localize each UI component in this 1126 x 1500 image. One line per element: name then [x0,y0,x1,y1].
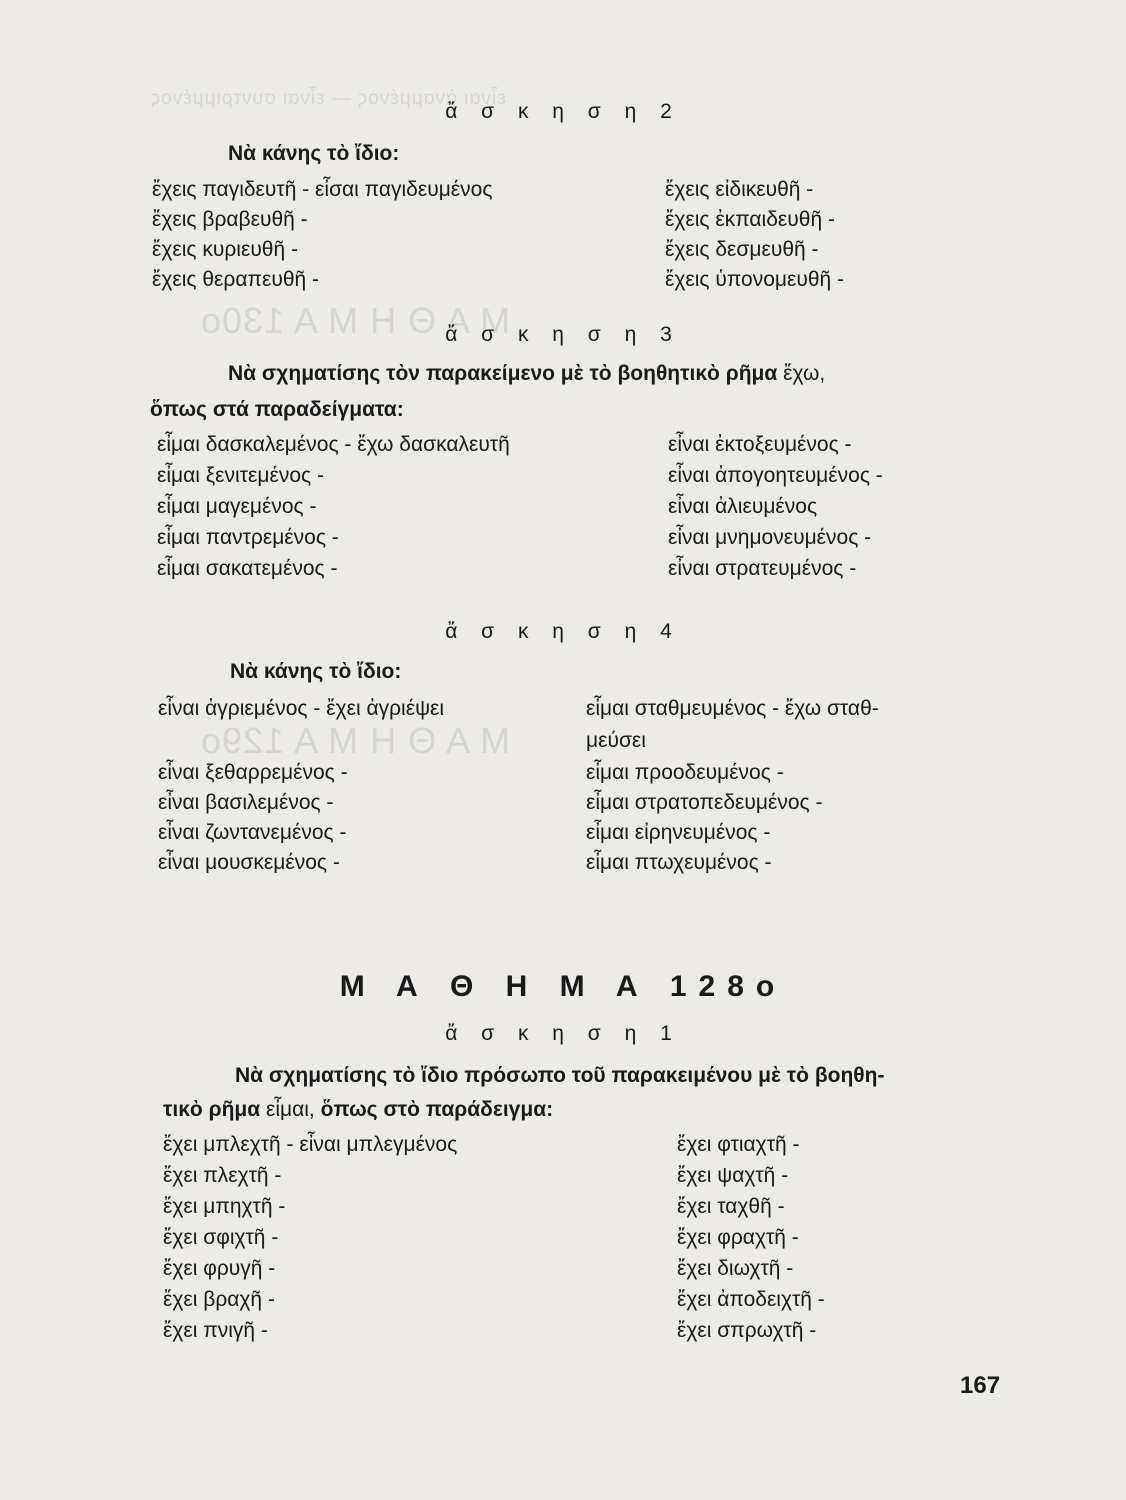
exercise-3-instruction-line2: ὅπως στά παραδείγματα: [150,398,404,421]
ex1-left-item: ἔχει μπηχτῆ - [163,1195,286,1218]
exercise-3-heading: ἄ σ κ η σ η 3 [445,323,681,346]
ex2-right-item: ἔχεις ὑπονομευθῆ - [665,268,845,291]
ex1-left-item: ἔχει βραχῆ - [163,1288,275,1311]
ex3-left-item: εἶμαι παντρεμένος - [157,526,339,549]
ex2-right-item: ἔχεις εἰδικευθῆ - [665,178,814,201]
ex1-right-item: ἔχει φραχτῆ - [677,1226,799,1249]
show-through-text: εἶναι ἀναμμένος — εἶναι συντριμμένος [150,88,506,109]
instruction-plain-part: ἔχω, [783,362,826,385]
ex4-right-item: εἶμαι στρατοπεδευμένος - [586,791,823,814]
exercise-1-instruction-line2 [163,1098,553,1122]
ex3-right-item: εἶναι στρατευμένος - [668,557,857,580]
lesson-title: Μ Α Θ Η Μ Α 128ο [339,970,787,1003]
ex4-right-item-continuation: μεύσει [586,729,646,752]
ex1-left-item: ἔχει σφιχτῆ - [163,1226,279,1249]
ex3-left-item: εἶμαι ξενιτεμένος - [157,464,324,487]
ex3-right-item: εἶναι ἀλιευμένος [668,495,818,518]
exercise-2-heading: ἄ σ κ η σ η 2 [445,100,681,123]
page-number: 167 [960,1372,1001,1399]
ex1-left-item: ἔχει μπλεχτῆ - εἶναι μπλεγμένος [163,1133,458,1156]
ex1-right-item: ἔχει διωχτῆ - [677,1257,794,1280]
ex3-left-item: εἶμαι σακατεμένος - [157,557,338,580]
ex2-right-item: ἔχεις ἐκπαιδευθῆ - [665,208,835,231]
ex3-right-item: εἶναι ἐκτοξευμένος - [668,433,852,456]
exercise-1-heading: ἄ σ κ η σ η 1 [445,1022,681,1045]
ex3-right-item: εἶναι μνημονευμένος - [668,526,872,549]
ex1-left-item: ἔχει φρυγῆ - [163,1257,276,1280]
ex2-left-item: ἔχεις παγιδευτῆ - εἶσαι παγιδευμένος [152,178,493,201]
ex4-left-item: εἶναι ξεθαρρεμένος - [158,761,348,784]
ex1-left-item: ἔχει πνιγῆ - [163,1319,268,1342]
ex2-left-item: ἔχεις κυριευθῆ - [152,238,298,261]
instruction-bold-part: Νὰ σχηματίσης τὸν παρακείμενο μὲ τὸ βοηθητικὸ ρῆμα [228,362,778,385]
ex2-right-item: ἔχεις δεσμευθῆ - [665,238,819,261]
ex4-right-item: εἶμαι προοδευμένος - [586,761,784,784]
ex1-right-item: ἔχει ταχθῆ - [677,1195,785,1218]
ex1-right-item: ἔχει σπρωχτῆ - [677,1319,817,1342]
show-through-text: Μ Α Θ Η Μ Α 130ο [200,300,511,341]
exercise-4-heading: ἄ σ κ η σ η 4 [445,620,681,643]
ex2-left-item: ἔχεις θεραπευθῆ - [152,268,320,291]
ex3-left-item: εἶμαι δασκαλεμένος - ἔχω δασκαλευτῆ [157,433,510,456]
ex3-left-item: εἶμαι μαγεμένος - [157,495,317,518]
exercise-1-instruction-line1: Νὰ σχηματίσης τὸ ἴδιο πρόσωπο τοῦ παρακειμένου μὲ τὸ βοηθη- [235,1064,885,1087]
exercise-4-instruction: Νὰ κάνης τὸ ἴδιο: [230,660,402,683]
instruction-plain-part: εἶμαι, [266,1098,315,1121]
ex1-right-item: ἔχει φτιαχτῆ - [677,1133,800,1156]
ex4-right-item: εἶμαι εἰρηνευμένος - [586,821,771,844]
ex3-right-item: εἶναι ἀπογοητευμένος - [668,464,883,487]
ex4-left-item: εἶναι ἀγριεμένος - ἔχει ἀγριέψει [158,697,445,720]
exercise-2-instruction: Νὰ κάνης τὸ ἴδιο: [228,142,400,165]
ex1-left-item: ἔχει πλεχτῆ - [163,1164,282,1187]
ex4-right-item: εἶμαι σταθμευμένος - ἔχω σταθ- [586,697,879,720]
ex4-left-item: εἶναι βασιλεμένος - [158,791,334,814]
ex2-left-item: ἔχεις βραβευθῆ - [152,208,308,231]
show-through-text: Μ Α Θ Η Μ Α 129ο [200,720,511,761]
exercise-3-instruction-line1 [228,362,825,386]
instruction-bold-part: τικὸ ρῆμα [163,1098,261,1121]
ex4-left-item: εἶναι ζωντανεμένος - [158,821,347,844]
instruction-bold-part: ὅπως στὸ παράδειγμα: [320,1098,554,1121]
ex4-right-item: εἶμαι πτωχευμένος - [586,851,772,874]
ex4-left-item: εἶναι μουσκεμένος - [158,851,340,874]
ex1-right-item: ἔχει ἀποδειχτῆ - [677,1288,825,1311]
ex1-right-item: ἔχει ψαχτῆ - [677,1164,789,1187]
